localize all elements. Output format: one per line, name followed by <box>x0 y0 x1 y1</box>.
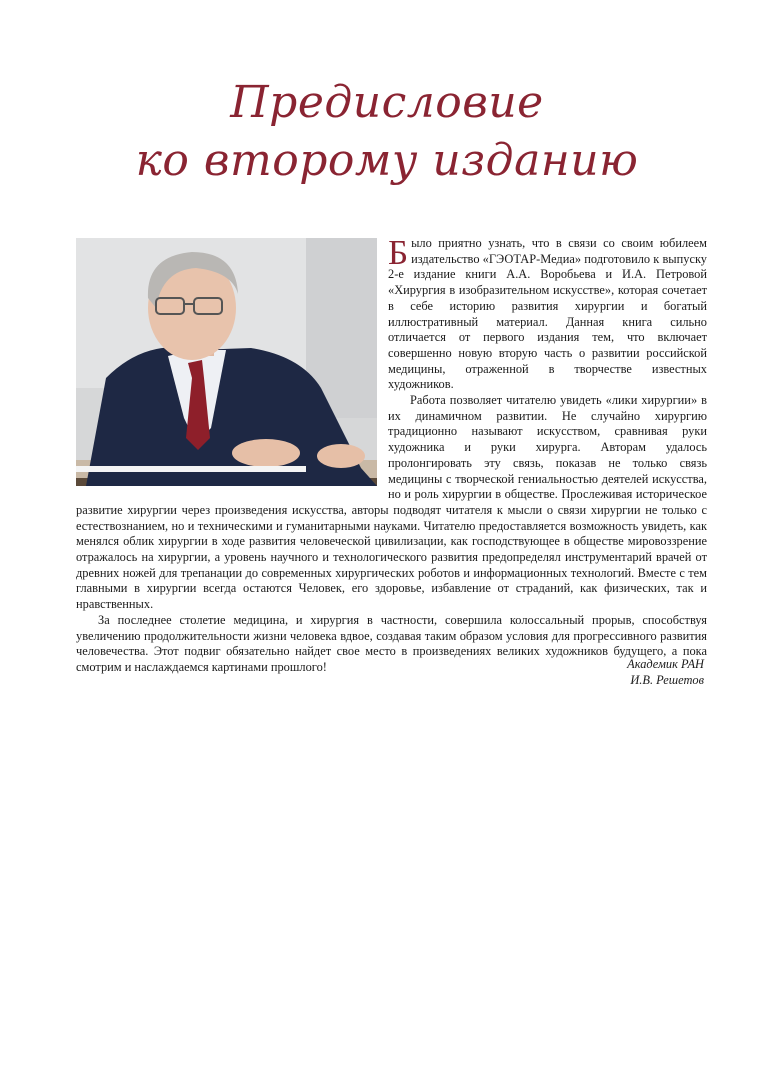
paragraph-2: Работа позволяет читателю увидеть «лики хирургии» в их динамичном развитии. Не случайно хирургию традиционно называют искусством, сравнивая руки художника и руки хирурга. Авторам удалось пролонгировать эту связь, показав не только связь медицины с творческой гениальностью деятелей искусства, но и роль хирургии в обществе. Прослеживая историческое развитие хирургии через произведения искусства, авторы подводят читателя к мысли о связи хирургии не только с естествознанием, но и техническими и гуманитарными науками. Читателю предоставляется возможность увидеть, как менялся облик хирургии в ходе развития человеческой цивилизации, как господствующее в обществе мировоззрение отражалось на хирургии, а уровень научного и технологического развития предопределял инструментарий врачей от древних ножей для трепанации до современных хирургических роботов и информационных технологий. Вместе с тем главными в хирургии всегда остаются Человек, его здоровье, избавление от страданий, как физических, так и нравственных. <box>76 393 707 612</box>
drop-cap: Б <box>388 233 409 272</box>
signature-title: Академик РАН <box>627 657 704 671</box>
preface-text <box>76 233 707 676</box>
paragraph-3: За последнее столетие медицина, и хирургия в частности, совершила колоссальный прорыв, способствуя увеличению продолжительности жизни человека вдвое, создавая таким образом условия для прогрессивного развития человечества. Этот подвиг обязательно найдет свое место в произведениях великих художников будущего, а пока смотрим и наслаждаемся картинами прошлого! <box>76 612 707 674</box>
title-line-1: Предисловие <box>230 77 544 128</box>
title-line-2: ко второму изданию <box>135 135 639 186</box>
paragraph-1-text: ыло приятно узнать, что в связи со своим юбилеем издательство «ГЭОТАР-Медиа» подготовило к выпуску 2-е издание книги А.А. Воробьева и И.А. Петровой «Хирургия в изобразительном искусстве», которая сочетает в себе историю развития хирургии и богатый иллюстративный материал. Данная книга сильно отличается от первого издания тем, что включает совершенно новую вторую часть о развитии российской медицины, отраженной в творчестве известных художников. <box>388 236 707 392</box>
photo-spacer <box>76 236 388 492</box>
signature-name: И.В. Решетов <box>630 673 704 687</box>
signature <box>627 656 704 688</box>
page-title <box>0 74 774 190</box>
